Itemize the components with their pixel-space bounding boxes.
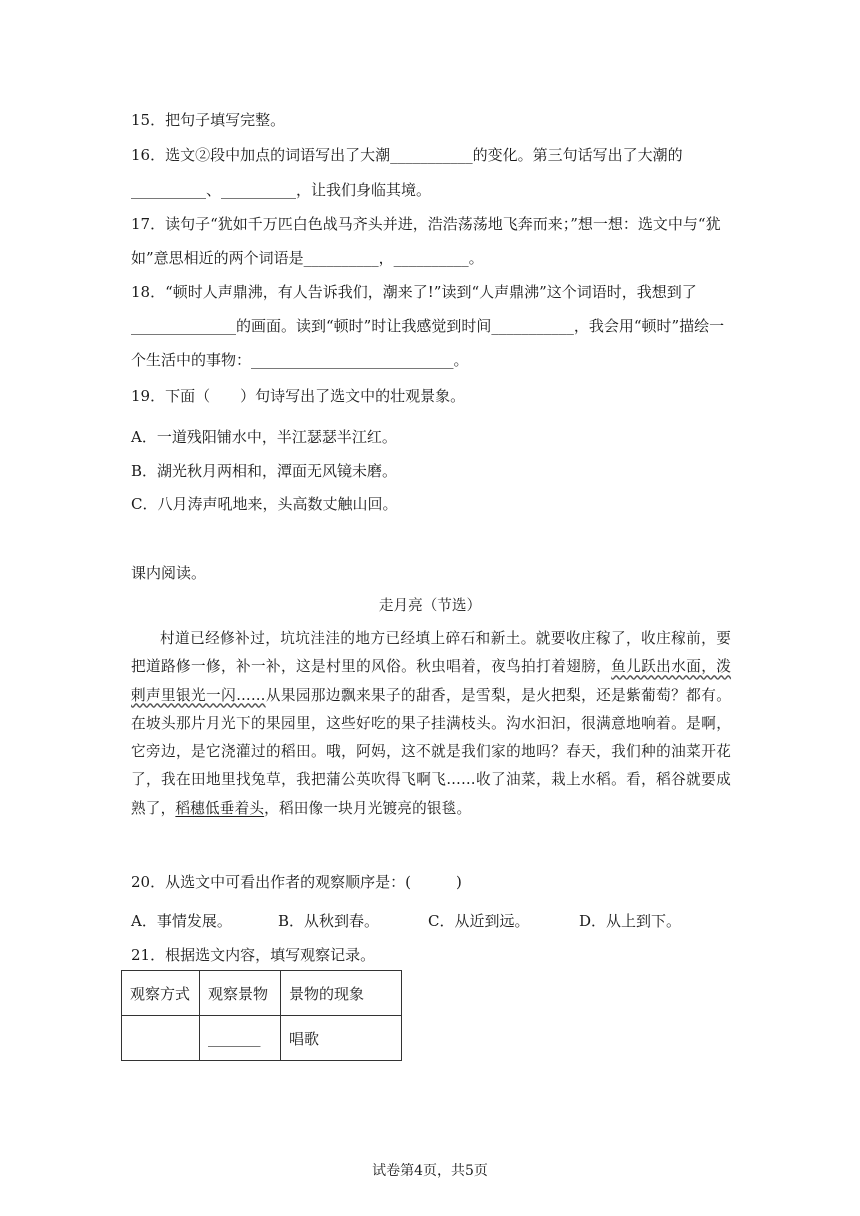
table-cell <box>122 1016 200 1061</box>
question-21: 21．根据选文内容，填写观察记录。 <box>131 946 376 964</box>
question-20-option-c: C．从近到远。 <box>428 912 530 930</box>
question-18-line-1: 18．“顿时人声鼎沸，有人告诉我们，潮来了!”读到“人声鼎沸”这个词语时，我想到了 <box>131 283 697 301</box>
question-18-line-3: 个生活中的事物：___________________________。 <box>131 351 469 369</box>
table-header-cell: 景物的现象 <box>281 971 402 1016</box>
question-19-option-a: A．一道残阳铺水中，半江瑟瑟半江红。 <box>131 428 397 446</box>
passage-text-3: ，稻田像一块月光镀亮的银毯。 <box>264 799 472 817</box>
question-18-line-2: ______________的画面。读到“顿时”时让我感觉到时间___________，我会用“顿时”描绘一 <box>131 317 725 335</box>
page-footer: 试卷第4页，共5页 <box>372 1163 488 1179</box>
table-header-cell: 观察方式 <box>122 971 200 1016</box>
section-label: 课内阅读。 <box>131 564 207 582</box>
question-16-line-1: 16．选文②段中加点的词语写出了大潮___________的变化。第三句话写出了大潮的 <box>131 146 683 164</box>
question-16-line-2: __________、__________，让我们身临其境。 <box>131 181 432 199</box>
passage <box>131 625 731 823</box>
question-19: 19．下面（ ）句诗写出了选文中的壮观景象。 <box>131 387 466 405</box>
question-19-option-c: C．八月涛声吼地来，头高数丈触山回。 <box>131 495 398 513</box>
question-20-option-d: D．从上到下。 <box>579 912 682 930</box>
passage-text-1: 村道已经修补过，坑坑洼洼的地方已经填上碎石和新土。就要收庄稼了，收庄稼前，要把道路修一修，补一补，这是村里的风俗。秋虫唱着，夜鸟拍打着翅膀， <box>131 630 731 676</box>
observation-table <box>121 970 402 1061</box>
question-20-option-a: A．事情发展。 <box>131 912 232 930</box>
passage-text-2: 从果园那边飘来果子的甜香，是雪梨，是火把梨，还是紫葡萄？都有。在坡头那片月光下的果园里，这些好吃的果子挂满枝头。沟水汩汩，很满意地响着。是啊，它旁边，是它浇灌过的稻田。哦，阿妈，这不就是我们家的地吗？春天，我们种的油菜开花了，我在田地里找兔草，我把蒲公英吹得飞啊飞……收了油菜，栽上水稻。看，稻谷就要成熟了， <box>131 686 731 817</box>
question-20-options <box>131 911 681 931</box>
question-17-line-1: 17．读句子“犹如千万匹白色战马齐头并进，浩浩荡荡地飞奔而来；”想一想：选文中与“犹 <box>131 215 721 233</box>
table-cell: _______ <box>200 1016 281 1061</box>
table-cell: 唱歌 <box>281 1016 402 1061</box>
question-19-option-b: B．湖光秋月两相和，潭面无风镜未磨。 <box>131 462 398 480</box>
passage-paragraph <box>131 625 731 823</box>
passage-title: 走月亮（节选） <box>378 597 482 614</box>
question-20-option-b: B．从秋到春。 <box>278 912 380 930</box>
passage-wavy-underline: 鱼儿跃出水面，泼剌声里银光一闪…… <box>131 658 732 704</box>
question-17-line-2: 如”意思相近的两个词语是__________，__________。 <box>131 249 484 267</box>
table-row <box>122 1016 402 1061</box>
question-20: 20．从选文中可看出作者的观察顺序是：( ) <box>131 873 462 891</box>
table-header-cell: 观察景物 <box>200 971 281 1016</box>
table-header-row <box>122 971 402 1016</box>
passage-straight-underline: 稻穗低垂着头 <box>175 799 265 817</box>
question-15: 15．把句子填写完整。 <box>131 111 286 129</box>
